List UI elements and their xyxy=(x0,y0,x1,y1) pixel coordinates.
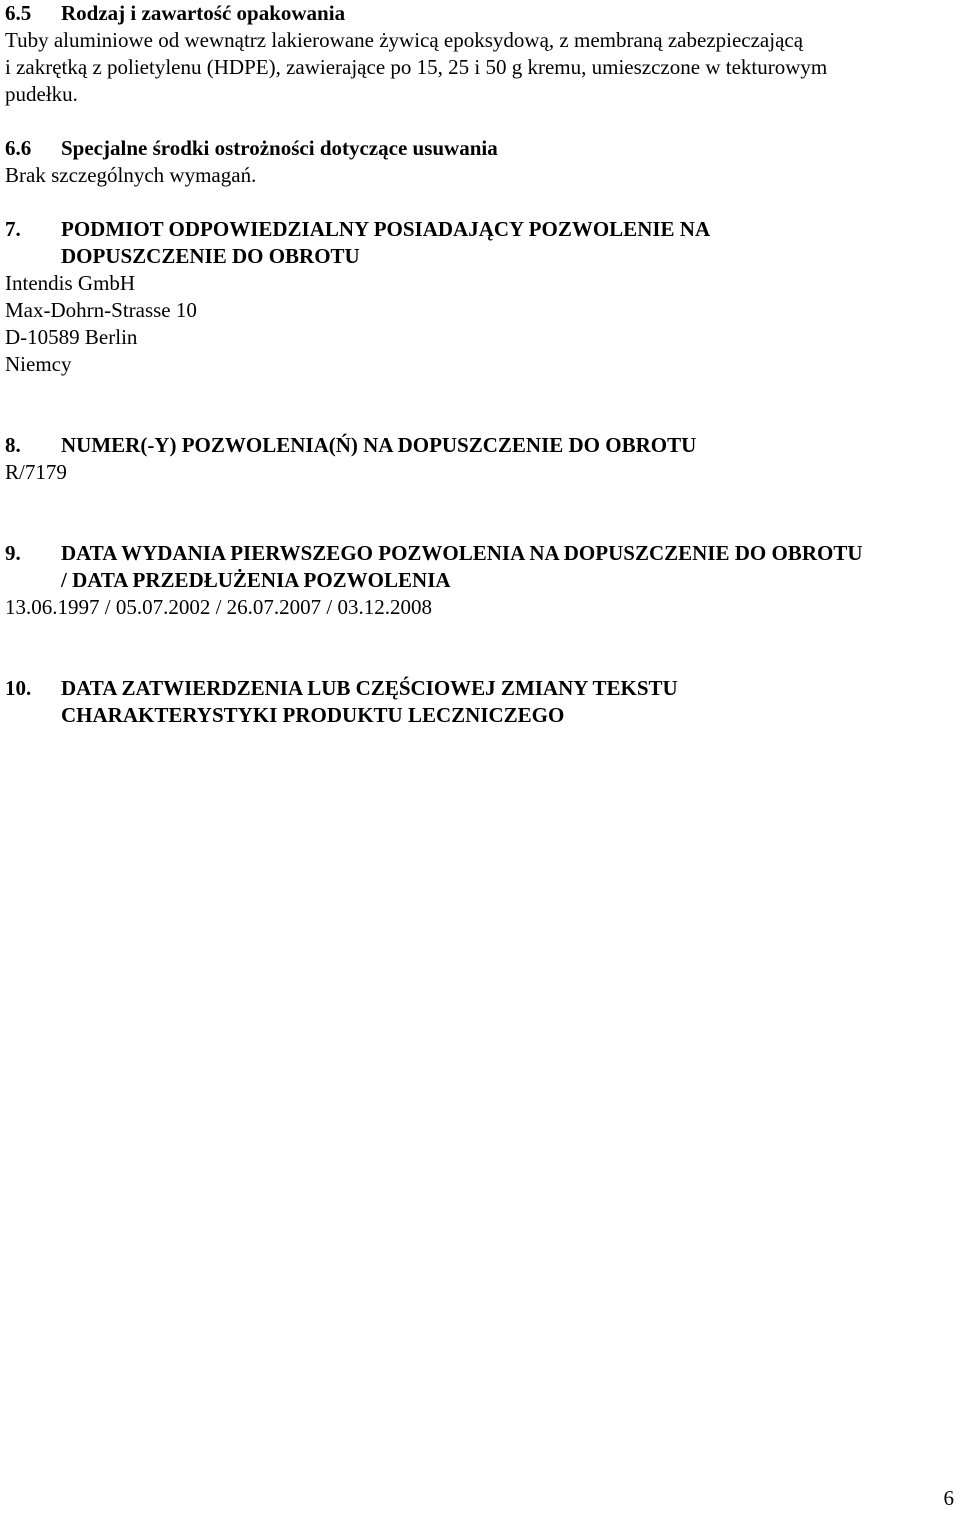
section-title xyxy=(61,216,955,270)
section-number: 7. xyxy=(5,217,21,241)
section-7 xyxy=(5,216,955,378)
section-title: Rodzaj i zawartość opakowania xyxy=(61,1,346,25)
section-title: NUMER(-Y) POZWOLENIA(Ń) NA DOPUSZCZENIE DO OBROTU xyxy=(61,433,697,457)
section-title-line: CHARAKTERYSTYKI PRODUKTU LECZNICZEGO xyxy=(61,703,565,727)
authorization-dates: 13.06.1997 / 05.07.2002 / 26.07.2007 / 03.12.2008 xyxy=(5,595,433,619)
body-line: Tuby aluminiowe od wewnątrz lakierowane żywicą epoksydową, z membraną zabezpieczającą xyxy=(5,28,804,52)
body-line: i zakrętką z polietylenu (HDPE), zawierające po 15, 25 i 50 g kremu, umieszczone w tekturowym xyxy=(5,55,828,79)
body-line: Brak szczególnych wymagań. xyxy=(5,163,257,187)
section-number: 9. xyxy=(5,541,21,565)
company-street: Max-Dohrn-Strasse 10 xyxy=(5,298,197,322)
section-10 xyxy=(5,675,955,729)
section-heading xyxy=(5,540,955,594)
section-heading xyxy=(5,675,955,729)
authorization-number: R/7179 xyxy=(5,460,67,484)
body-line: pudełku. xyxy=(5,82,78,106)
section-6-6 xyxy=(5,135,955,189)
section-number: 8. xyxy=(5,433,21,457)
company-city: D-10589 Berlin xyxy=(5,325,138,349)
spacer xyxy=(5,189,955,216)
section-title-line: PODMIOT ODPOWIEDZIALNY POSIADAJĄCY POZWOLENIE NA xyxy=(61,217,711,241)
spacer xyxy=(5,513,955,540)
section-title: Specjalne środki ostrożności dotyczące usuwania xyxy=(61,136,498,160)
spacer xyxy=(5,648,955,675)
section-number: 6.5 xyxy=(5,1,32,25)
section-heading xyxy=(5,432,955,459)
section-9 xyxy=(5,540,955,621)
section-heading xyxy=(5,135,955,162)
section-number: 6.6 xyxy=(5,136,32,160)
spacer xyxy=(5,108,955,135)
section-title-line: DATA ZATWIERDZENIA LUB CZĘŚCIOWEJ ZMIANY TEKSTU xyxy=(61,676,678,700)
section-heading xyxy=(5,0,955,27)
document-page xyxy=(5,0,955,729)
spacer xyxy=(5,486,955,513)
section-number: 10. xyxy=(5,676,32,700)
section-title-line: DOPUSZCZENIE DO OBROTU xyxy=(61,244,360,268)
page-number: 6 xyxy=(943,1486,954,1510)
spacer xyxy=(5,405,955,432)
spacer xyxy=(5,621,955,648)
section-title-line: / DATA PRZEDŁUŻENIA POZWOLENIA xyxy=(61,568,451,592)
section-6-5 xyxy=(5,0,955,108)
section-title xyxy=(61,540,955,594)
company-country: Niemcy xyxy=(5,352,72,376)
section-title-line: DATA WYDANIA PIERWSZEGO POZWOLENIA NA DOPUSZCZENIE DO OBROTU xyxy=(61,541,863,565)
spacer xyxy=(5,378,955,405)
section-title xyxy=(61,675,955,729)
company-name: Intendis GmbH xyxy=(5,271,136,295)
section-heading xyxy=(5,216,955,270)
section-8 xyxy=(5,432,955,486)
